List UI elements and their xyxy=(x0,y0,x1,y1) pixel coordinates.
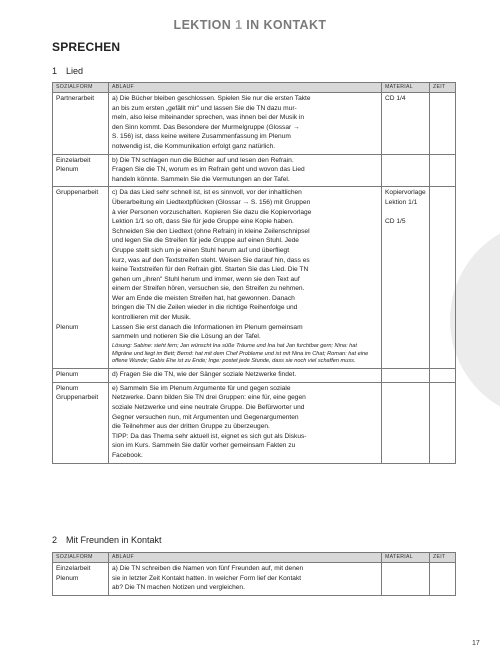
decorative-circle xyxy=(450,220,500,420)
sozialform-cell xyxy=(53,369,109,383)
sozialform-text: Plenum xyxy=(56,371,79,379)
ablauf-line: bringen die TN die Zeilen wieder in die richtige Reihenfolge und xyxy=(112,304,298,312)
ablauf-line: sion im Kurs. Sammeln Sie dafür vorher gemeinsam Fakten zu xyxy=(112,442,296,450)
ablauf-line: kontrollieren mit der Musik. xyxy=(112,314,191,322)
column-header-material: MATERIAL xyxy=(382,553,430,563)
spacer xyxy=(56,303,105,313)
ablauf-cell xyxy=(109,369,382,383)
spacer xyxy=(56,208,105,218)
ablauf-line: meln, also leise miteinander sprechen, was ihnen bei der Musik in xyxy=(112,114,305,122)
ablauf-line: S. 156) ist, dass keine weitere Zusammenfassung im Plenum xyxy=(112,133,291,141)
material-cell xyxy=(382,187,430,369)
material-text: Lektion 1/1 xyxy=(385,198,418,206)
ablauf-line: ab? Die TN machen Notizen und vergleichen. xyxy=(112,584,245,592)
column-header-zeit: ZEIT xyxy=(430,553,456,563)
zeit-cell xyxy=(430,187,456,369)
sozialform-text: Plenum xyxy=(56,323,79,331)
ablauf-line: à vier Personen vorzuschalten. Kopieren Sie dazu die Kopiervorlage xyxy=(112,208,312,216)
spacer xyxy=(56,275,105,285)
lesson-title: IN KONTAKT xyxy=(242,18,327,32)
ablauf-line: Überarbeitung ein Liedtextpflücken (Glossar → S. 156) mit Gruppen xyxy=(112,198,311,206)
subsection-number: 1 xyxy=(52,66,58,76)
ablauf-cell xyxy=(109,382,382,463)
material-cell xyxy=(382,563,430,596)
ablauf-line: b) Die TN schlagen nun die Bücher auf und lesen den Refrain. xyxy=(112,156,294,164)
subsection-heading-2 xyxy=(52,535,162,545)
ablauf-line: Schneiden Sie den Liedtext (ohne Refrain) in kleine Zeilenschnipsel xyxy=(112,227,310,235)
spacer xyxy=(56,227,105,237)
table-row xyxy=(53,563,456,596)
subsection-title: Lied xyxy=(66,66,84,76)
spacer xyxy=(56,265,105,275)
ablauf-line: a) Die Bücher bleiben geschlossen. Spielen Sie nur die ersten Takte xyxy=(112,95,311,102)
ablauf-line: e) Sammeln Sie im Plenum Argumente für und gegen soziale xyxy=(112,384,291,392)
ablauf-line: Gegner versuchen nun, mit Argumenten und Gegenargumenten xyxy=(112,413,299,421)
spacer xyxy=(56,236,105,246)
sozialform-cell xyxy=(53,563,109,596)
ablauf-line: soziale Netzwerke und eine neutrale Gruppe. Die Befürworter und xyxy=(112,404,305,412)
table-row xyxy=(53,382,456,463)
zeit-cell xyxy=(430,382,456,463)
ablauf-line: c) Da das Lied sehr schnell ist, ist es sinnvoll, vor der inhaltlichen xyxy=(112,189,302,197)
ablauf-line: a) Die TN schreiben die Namen von fünf Freunden auf, mit denen xyxy=(112,565,304,572)
lesson-plan-table-2 xyxy=(52,552,456,596)
spacer xyxy=(56,294,105,304)
ablauf-line: Lektion 1/1 so oft, dass Sie für jede Gruppe eine Kopie haben. xyxy=(112,218,294,226)
sozialform-text: Einzelarbeit xyxy=(56,156,91,164)
ablauf-line: einem der Streifen hören, versuchen sie, den Streifen zu nehmen. xyxy=(112,285,305,293)
table-row xyxy=(53,369,456,383)
lesson-prefix: LEKTION xyxy=(173,18,236,32)
material-text: CD 1/5 xyxy=(385,218,406,226)
page-number: 17 xyxy=(472,640,480,647)
column-header-sozialform: SOZIALFORM xyxy=(53,553,109,563)
ablauf-line: kurz, was auf den Textstreifen steht. Weisen Sie darauf hin, dass es xyxy=(112,256,310,264)
subsection-heading-1 xyxy=(52,66,83,76)
column-header-zeit: ZEIT xyxy=(430,83,456,93)
lesson-plan-table-1 xyxy=(52,82,456,464)
material-text: Kopiervorlage xyxy=(385,189,426,197)
spacer xyxy=(56,284,105,294)
sozialform-text: Einzelarbeit xyxy=(56,565,91,572)
sozialform-text: Gruppenarbeit xyxy=(56,189,99,197)
ablauf-line: Facebook. xyxy=(112,451,143,459)
ablauf-line: TIPP: Da das Thema sehr aktuell ist, eignet es sich gut als Diskus- xyxy=(112,432,307,440)
sozialform-text: Plenum xyxy=(56,384,79,392)
table-row xyxy=(53,187,456,369)
sozialform-cell xyxy=(53,93,109,155)
table-header-row xyxy=(53,553,456,563)
column-header-material: MATERIAL xyxy=(382,83,430,93)
table-row xyxy=(53,154,456,187)
lesson-number: 1 xyxy=(235,18,243,32)
ablauf-line: und legen Sie die Streifen für jede Gruppe auf einen Stuhl. Jede xyxy=(112,237,299,245)
spacer xyxy=(385,208,426,218)
column-header-ablauf: ABLAUF xyxy=(109,83,382,93)
section-title: SPRECHEN xyxy=(52,40,121,54)
zeit-cell xyxy=(430,563,456,596)
column-header-sozialform: SOZIALFORM xyxy=(53,83,109,93)
ablauf-line: gehen um „ihren" Stuhl herum und immer, wenn sie den Text auf xyxy=(112,275,300,283)
material-cell xyxy=(382,154,430,187)
spacer xyxy=(56,313,105,323)
ablauf-line: notwendig ist, die Kommunikation erfolgt ganz natürlich. xyxy=(112,142,276,150)
spacer xyxy=(56,256,105,266)
material-cell xyxy=(382,369,430,383)
table-header-row xyxy=(53,83,456,93)
sozialform-text: Partnerarbeit xyxy=(56,95,95,102)
spacer xyxy=(56,198,105,208)
material-cell xyxy=(382,382,430,463)
ablauf-line: an bis zum ersten „gefällt mir" und lassen Sie die TN dazu mur- xyxy=(112,104,297,112)
solution-text: Lösung: Sabine: sieht fern; Jan wünscht Ina süße Träume und Ina hat Jan furchtbar gern; Nina: hat Migräne und liegt im Bett; Bernd: hat mit dem Chef Probleme und ist mit Nina im Chat; Roman: hat eine offene Wunde; Gabis Ehe ist zu Ende; Inge: postet jede Stunde, dass sie noch viel schaffen muss. xyxy=(112,342,369,365)
ablauf-cell xyxy=(109,187,382,369)
column-header-ablauf: ABLAUF xyxy=(109,553,382,563)
ablauf-line: sie in letzter Zeit Kontakt hatten. In welcher Form lief der Kontakt xyxy=(112,574,302,582)
ablauf-line: Gruppe stellt sich um je einen Stuhl herum auf und überfliegt xyxy=(112,246,290,254)
zeit-cell xyxy=(430,93,456,155)
ablauf-cell xyxy=(109,154,382,187)
sozialform-cell xyxy=(53,187,109,369)
ablauf-line: Netzwerke. Dann bilden Sie TN drei Gruppen: eine für, eine gegen xyxy=(112,394,306,402)
subsection-title: Mit Freunden in Kontakt xyxy=(66,535,162,545)
spacer xyxy=(56,246,105,256)
material-cell xyxy=(382,93,430,155)
table-row xyxy=(53,93,456,155)
ablauf-line: keine Textstreifen für den Refrain gibt. Starten Sie das Lied. Die TN xyxy=(112,266,309,274)
ablauf-cell xyxy=(109,563,382,596)
spacer xyxy=(56,217,105,227)
sozialform-cell xyxy=(53,382,109,463)
subsection-number: 2 xyxy=(52,535,58,545)
ablauf-line: d) Fragen Sie die TN, wie der Sänger soziale Netzwerke findet. xyxy=(112,371,297,379)
sozialform-text: Plenum xyxy=(56,574,79,582)
zeit-cell xyxy=(430,154,456,187)
ablauf-line: Fragen Sie die TN, worum es im Refrain geht und wovon das Lied xyxy=(112,166,305,174)
sozialform-text: Gruppenarbeit xyxy=(56,394,99,402)
ablauf-line: die Teilnehmer aus der dritten Gruppe zu überzeugen. xyxy=(112,423,270,431)
ablauf-line: Wer am Ende die meisten Streifen hat, hat gewonnen. Danach xyxy=(112,294,295,302)
zeit-cell xyxy=(430,369,456,383)
ablauf-cell xyxy=(109,93,382,155)
lesson-header xyxy=(0,18,500,32)
ablauf-line: den Sinn kommt. Das Besondere der Murmelgruppe (Glossar → xyxy=(112,123,300,131)
ablauf-line: sammeln und notieren Sie die Lösung an der Tafel. xyxy=(112,333,261,341)
ablauf-line: Lassen Sie erst danach die Informationen im Plenum gemeinsam xyxy=(112,323,303,331)
ablauf-line: handeln könnte. Sammeln Sie die Vermutungen an der Tafel. xyxy=(112,175,290,183)
material-text: CD 1/4 xyxy=(385,95,406,102)
sozialform-cell xyxy=(53,154,109,187)
sozialform-text: Plenum xyxy=(56,166,79,174)
